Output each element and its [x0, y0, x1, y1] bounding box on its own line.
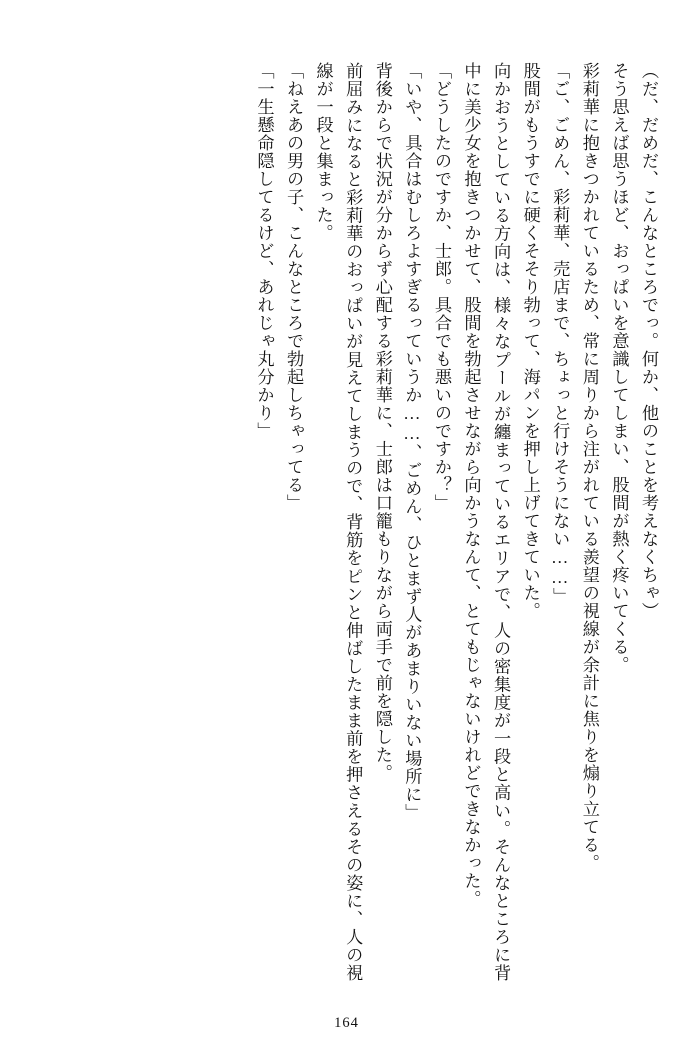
paragraph: 前屈みになると彩莉華のおっぱいが見えてしまうので、背筋をピンと伸ばしたまま前を押さえるその姿に、人の視線が一段と集まった。: [313, 62, 363, 982]
paragraph: 向かおうとしている方向は、様々なプールが纏まっているエリアで、人の密集度が一段と高い。そんなところに背中に美少女を抱きつかせて、股間を勃起させながら向かうなんて、とてもじゃないけれどできなかった。: [461, 62, 511, 982]
paragraph: 股間がもうすでに硬くそそり勃って、海パンを押し上げてきていた。: [520, 62, 540, 620]
paragraph: 彩莉華に抱きつかれているため、常に周りから注がれている羨望の視線が余計に焦りを煽り立てる。: [579, 62, 599, 872]
paragraph: 「ねえあの男の子、こんなところで勃起しちゃってる」: [284, 62, 304, 512]
paragraph: 「一生懸命隠してるけど、あれじゃ丸分かり」: [254, 62, 274, 440]
page-body-text: [34, 62, 663, 982]
paragraph: 「どうしたのですか、士郎。具合でも悪いのですか？」: [431, 62, 451, 512]
paragraph: 「いや、具合はむしろよすぎるっていうか……、ごめん、ひとまず人があまりいない場所に」: [402, 62, 422, 822]
paragraph: 背後からで状況が分からず心配する彩莉華に、士郎は口籠もりながら両手で前を隠した。: [372, 62, 392, 782]
paragraph: そう思えば思うほど、おっぱいを意識してしまい、股間が熱く疼いてくる。: [609, 62, 629, 674]
page-number: 164: [334, 1015, 359, 1031]
paragraph: （だ、だめだ、こんなところでっ。何か、他のことを考えなくちゃ）: [639, 62, 658, 620]
paragraph: 「ご、ごめん、彩莉華、売店まで、ちょっと行けそうにない……」: [550, 62, 570, 606]
